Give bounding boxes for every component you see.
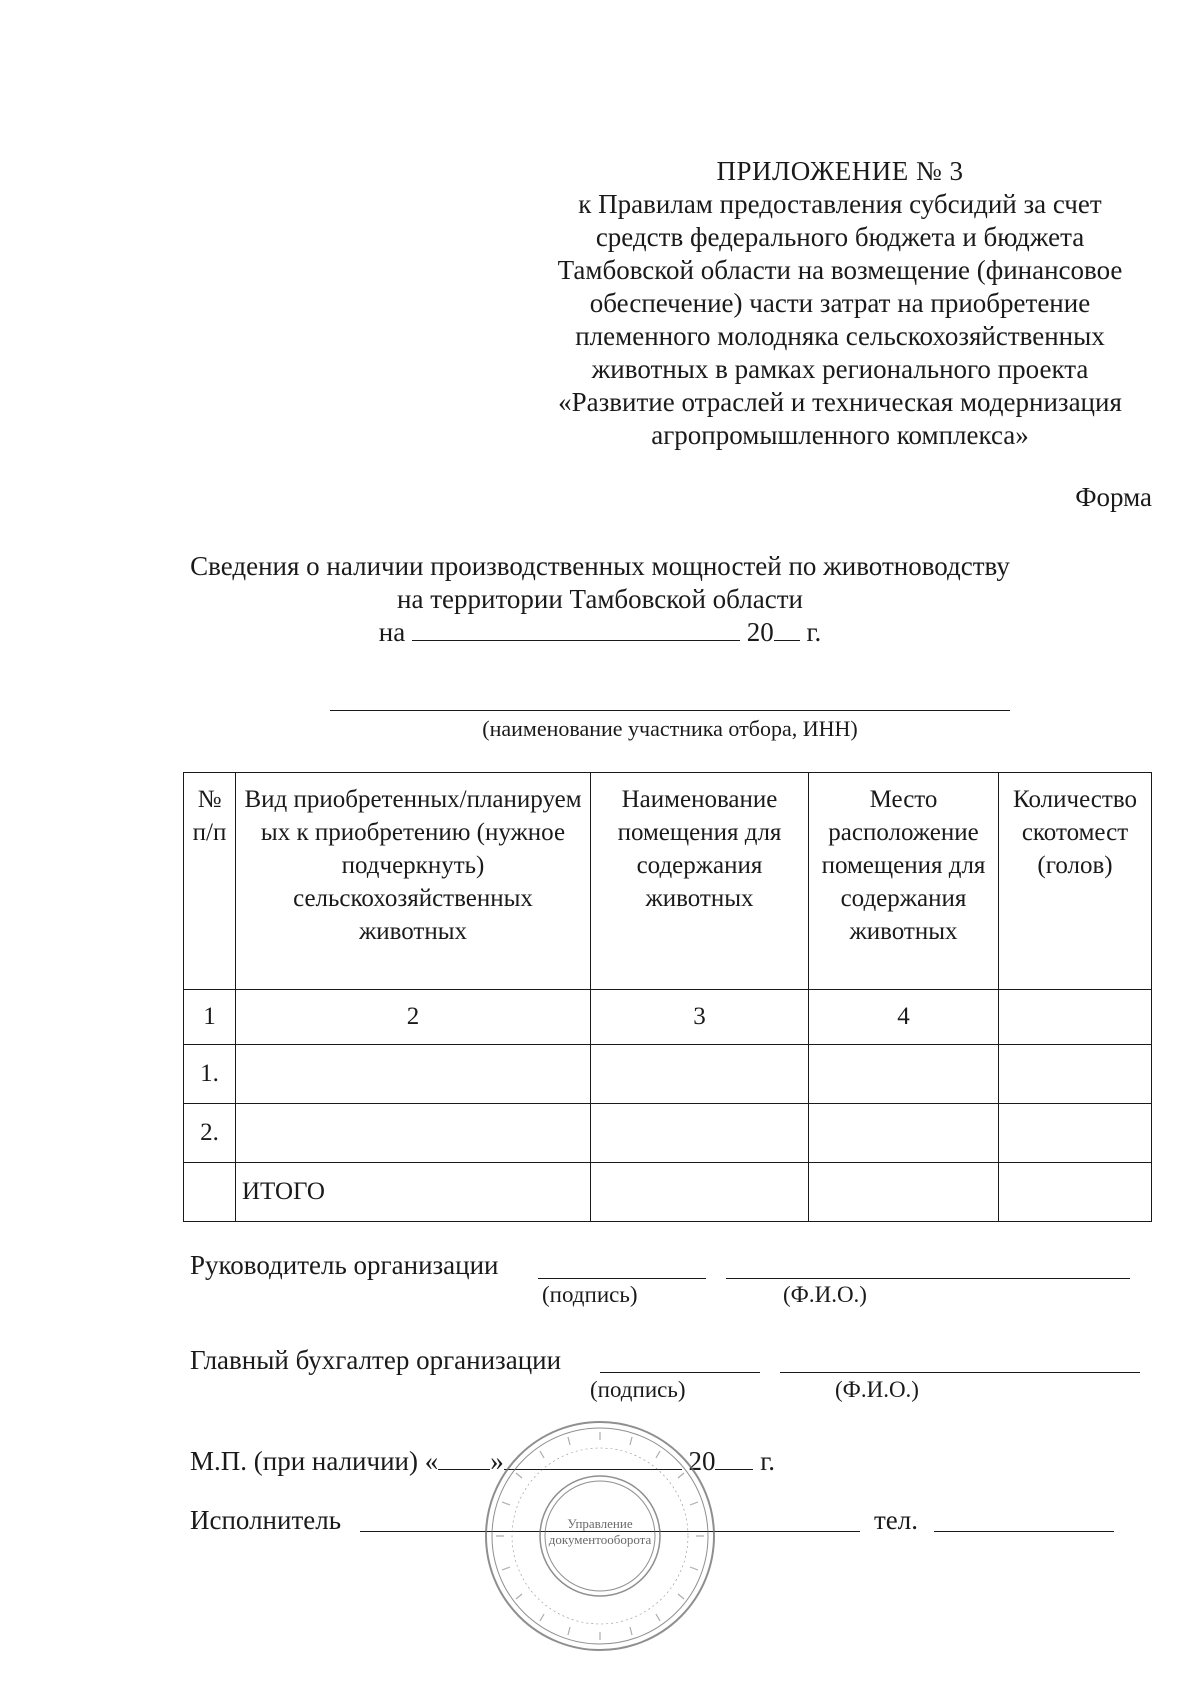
head-name-field[interactable] — [726, 1278, 1130, 1279]
accountant-sign-caption: (подпись) — [590, 1377, 686, 1402]
appendix-line: «Развитие отраслей и техническая модернизация — [558, 387, 1122, 417]
appendix-line: к Правилам предоставления субсидий за счет — [578, 189, 1102, 219]
header-number: № п/п — [184, 773, 236, 990]
seal-quote-close: » — [490, 1446, 504, 1476]
heading-line-2: на территории Тамбовской области — [397, 584, 803, 614]
date-year: 20 — [746, 617, 774, 647]
form-label: Форма — [1075, 482, 1152, 512]
table-cell: 1. — [184, 1045, 236, 1104]
accountant-signature-field[interactable] — [600, 1372, 760, 1373]
appendix-line: животных в рамках регионального проекта — [591, 354, 1089, 384]
appendix-line: средств федерального бюджета и бюджета — [595, 222, 1085, 252]
table-total-row — [184, 1163, 1152, 1222]
appendix-header — [520, 155, 1160, 452]
seal-year-blank-field[interactable] — [715, 1445, 753, 1470]
stamp-center-line-2: документооборота — [548, 1532, 652, 1547]
table-cell[interactable] — [591, 1163, 809, 1222]
table-cell — [999, 990, 1152, 1045]
head-signature-field[interactable] — [538, 1278, 706, 1279]
table-row — [184, 1104, 1152, 1163]
table-row — [184, 1045, 1152, 1104]
table-cell[interactable] — [236, 1104, 591, 1163]
date-suffix: г. — [806, 617, 822, 647]
table-cell[interactable] — [809, 1045, 999, 1104]
column-number-row — [184, 990, 1152, 1045]
header-animal-type: Вид приобретенных/планируем ых к приобретению (нужное подчеркнуть) сельскохозяйственных животных — [236, 773, 591, 990]
date-line — [150, 616, 1050, 648]
table-cell: 4 — [809, 990, 999, 1045]
date-blank-field[interactable] — [412, 616, 740, 641]
participant-caption: (наименование участника отбора, ИНН) — [482, 716, 858, 741]
header-premises-location: Место расположение помещения для содержания животных — [809, 773, 999, 990]
appendix-line: агропромышленного комплекса» — [651, 420, 1029, 450]
phone-label: тел. — [874, 1505, 919, 1535]
heading-line-1: Сведения о наличии производственных мощностей по животноводству — [190, 551, 1010, 581]
table-header-row — [184, 773, 1152, 990]
table-cell: 3 — [591, 990, 809, 1045]
appendix-line: обеспечение) части затрат на приобретение — [589, 288, 1091, 318]
table-cell[interactable] — [591, 1045, 809, 1104]
document-heading — [150, 550, 1050, 616]
table-cell[interactable] — [809, 1163, 999, 1222]
table-cell[interactable] — [236, 1045, 591, 1104]
head-sign-caption: (подпись) — [542, 1282, 638, 1307]
header-premises-name: Наименование помещения для содержания животных — [591, 773, 809, 990]
seal-suffix: г. — [760, 1446, 775, 1476]
head-signature-label: Руководитель организации — [190, 1250, 499, 1280]
executor-label: Исполнитель — [190, 1505, 342, 1535]
appendix-title: ПРИЛОЖЕНИЕ № 3 — [716, 156, 964, 186]
accountant-name-field[interactable] — [780, 1372, 1140, 1373]
participant-field[interactable] — [330, 710, 1010, 711]
table-cell: 2 — [236, 990, 591, 1045]
table-cell[interactable] — [591, 1104, 809, 1163]
appendix-line: Тамбовской области на возмещение (финансовое — [557, 255, 1123, 285]
header-livestock-places: Количество скотомест (голов) — [999, 773, 1152, 990]
total-label: ИТОГО — [236, 1163, 591, 1222]
head-name-caption: (Ф.И.О.) — [783, 1282, 867, 1307]
table-cell[interactable] — [999, 1163, 1152, 1222]
table-cell[interactable] — [809, 1104, 999, 1163]
table-cell — [184, 1163, 236, 1222]
table-cell[interactable] — [999, 1045, 1152, 1104]
seal-year: 20 — [688, 1446, 716, 1476]
date-prefix: на — [378, 617, 406, 647]
table-cell[interactable] — [999, 1104, 1152, 1163]
seal-prefix: М.П. (при наличии) « — [190, 1446, 439, 1476]
appendix-line: племенного молодняка сельскохозяйственных — [575, 321, 1105, 351]
stamp-center-line-1: Управление — [567, 1516, 633, 1531]
table-cell: 2. — [184, 1104, 236, 1163]
capacity-table — [183, 772, 1152, 1222]
accountant-name-caption: (Ф.И.О.) — [835, 1377, 919, 1402]
accountant-signature-label: Главный бухгалтер организации — [190, 1345, 562, 1375]
phone-field[interactable] — [934, 1531, 1114, 1532]
document-stamp — [482, 1418, 718, 1654]
year-blank-field[interactable] — [774, 616, 800, 641]
table-cell: 1 — [184, 990, 236, 1045]
